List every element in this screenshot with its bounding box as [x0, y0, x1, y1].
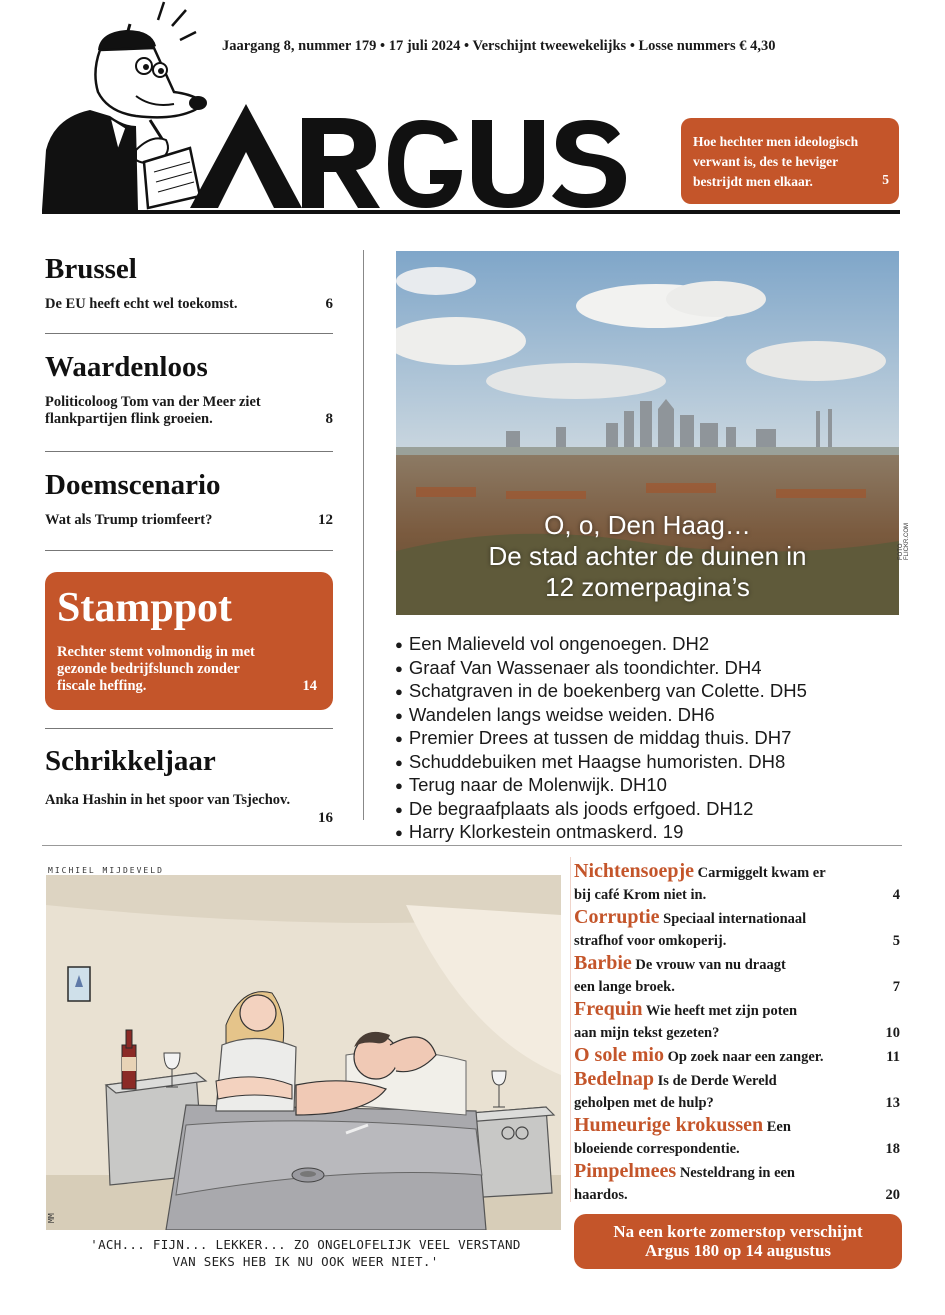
divider [42, 845, 902, 846]
page-number: 13 [885, 1095, 900, 1111]
masthead-rule [42, 210, 900, 214]
list-item[interactable]: ● Terug naar de Molenwijk. DH10 [395, 774, 807, 798]
section-teaser: Wat als Trump triomfeert? 12 [45, 512, 333, 528]
section-title: Schrikkeljaar [45, 745, 216, 777]
index-item-pimpelmees[interactable]: Pimpelmees Nesteldrang in een haardos. 20 [574, 1160, 900, 1206]
next-issue-notice: Na een korte zomerstop verschijnt Argus 180 op 14 augustus [574, 1214, 902, 1269]
page-number: 7 [892, 979, 900, 995]
divider [45, 333, 333, 334]
divider [45, 550, 333, 551]
den-haag-contents [395, 633, 807, 845]
page-number: 14 [302, 678, 317, 694]
index-divider [570, 857, 571, 1202]
index-item-nichtensoepje[interactable]: Nichtensoepje Carmiggelt kwam er bij café Krom niet in. 4 [574, 860, 900, 906]
index-list [574, 860, 900, 1206]
column-divider [363, 250, 364, 820]
section-title: Doemscenario [45, 469, 221, 501]
section-teaser: De EU heeft echt wel toekomst. 6 [45, 296, 333, 312]
section-brussel[interactable] [45, 252, 333, 313]
section-title: Brussel [45, 253, 137, 285]
section-stamppot[interactable] [45, 572, 333, 710]
page-number: 16 [318, 810, 333, 826]
list-item[interactable]: ● De begraafplaats als joods erfgoed. DH12 [395, 798, 807, 822]
list-item[interactable]: ● Schuddebuiken met Haagse humoristen. DH8 [395, 751, 807, 775]
quote-page: 5 [882, 172, 889, 187]
section-teaser: Rechter stemt volmondig in met gezonde bedrijfslunch zonder fiscale heffing. 14 [57, 644, 317, 694]
page-number: 4 [892, 887, 900, 903]
index-item-bedelnap[interactable]: Bedelnap Is de Derde Wereld geholpen met de hulp? 13 [574, 1068, 900, 1114]
photo-credit: FOTO FLICKR.COM [898, 522, 910, 560]
list-item[interactable]: ● Wandelen langs weidse weiden. DH6 [395, 704, 807, 728]
divider [45, 728, 333, 729]
divider [45, 451, 333, 452]
photo-caption: O, o, Den Haag… De stad achter de duinen in 12 zomerpagina’s [488, 510, 807, 602]
page-number: 5 [892, 933, 900, 949]
section-teaser: Politicoloog Tom van der Meer ziet flankpartijen flink groeien. 8 [45, 394, 333, 427]
logo-text: ARGUS [190, 100, 194, 101]
index-item-frequin[interactable]: Frequin Wie heeft met zijn poten aan mijn tekst gezeten? 10 [574, 998, 900, 1044]
page-number: 20 [885, 1187, 900, 1203]
index-item-humeurige-krokussen[interactable]: Humeurige krokussen Een bloeiende correspondentie. 18 [574, 1114, 900, 1160]
cartoon-caption: 'ACH... FIJN... LEKKER... ZO ONGELOFELIJK VEEL VERSTAND VAN SEKS HEB IK NU OOK WEER NIET.' [90, 1237, 521, 1269]
section-schrikkeljaar[interactable] [45, 744, 333, 826]
index-item-corruptie[interactable]: Corruptie Speciaal internationaal strafhof voor omkoperij. 5 [574, 906, 900, 952]
section-title: Waardenloos [45, 351, 208, 383]
edition-info: Jaargang 8, nummer 179 • 17 juli 2024 • Verschijnt tweewekelijks • Losse nummers € 4,30 [222, 38, 776, 54]
section-waardenloos[interactable] [45, 350, 333, 428]
list-item[interactable]: ● Schatgraven in de boekenberg van Colette. DH5 [395, 680, 807, 704]
page-number: 18 [885, 1141, 900, 1157]
bedroom-cartoon[interactable] [46, 875, 561, 1230]
argus-logo [190, 100, 630, 210]
section-teaser: Anka Hashin in het spoor van Tsjechov. 16 [45, 792, 333, 826]
list-item[interactable]: ● Harry Klorkestein ontmaskerd. 19 [395, 821, 807, 845]
quote-text: Hoe hechter men ideologisch verwant is, des te heviger bestrijdt men elkaar. [693, 134, 859, 189]
svg-text:MM: MM [47, 1213, 56, 1223]
page-number: 10 [885, 1025, 900, 1041]
page-number: 8 [325, 411, 333, 427]
page-number: 11 [886, 1049, 900, 1065]
index-item-o-sole-mio[interactable]: O sole mio Op zoek naar een zanger. 11 [574, 1044, 900, 1066]
section-doemscenario[interactable] [45, 468, 333, 529]
list-item[interactable]: ● Een Malieveld vol ongenoegen. DH2 [395, 633, 807, 657]
cartoon-credit: MICHIEL MIJDEVELD [48, 866, 164, 875]
quote-box[interactable] [681, 118, 899, 204]
list-item[interactable]: ● Premier Drees at tussen de middag thuis. DH7 [395, 727, 807, 751]
index-item-barbie[interactable]: Barbie De vrouw van nu draagt een lange broek. 7 [574, 952, 900, 998]
page-number: 12 [318, 512, 333, 528]
page-number: 6 [325, 296, 333, 312]
section-title: Stamppot [57, 585, 233, 631]
list-item[interactable]: ● Graaf Van Wassenaer als toondichter. DH4 [395, 657, 807, 681]
